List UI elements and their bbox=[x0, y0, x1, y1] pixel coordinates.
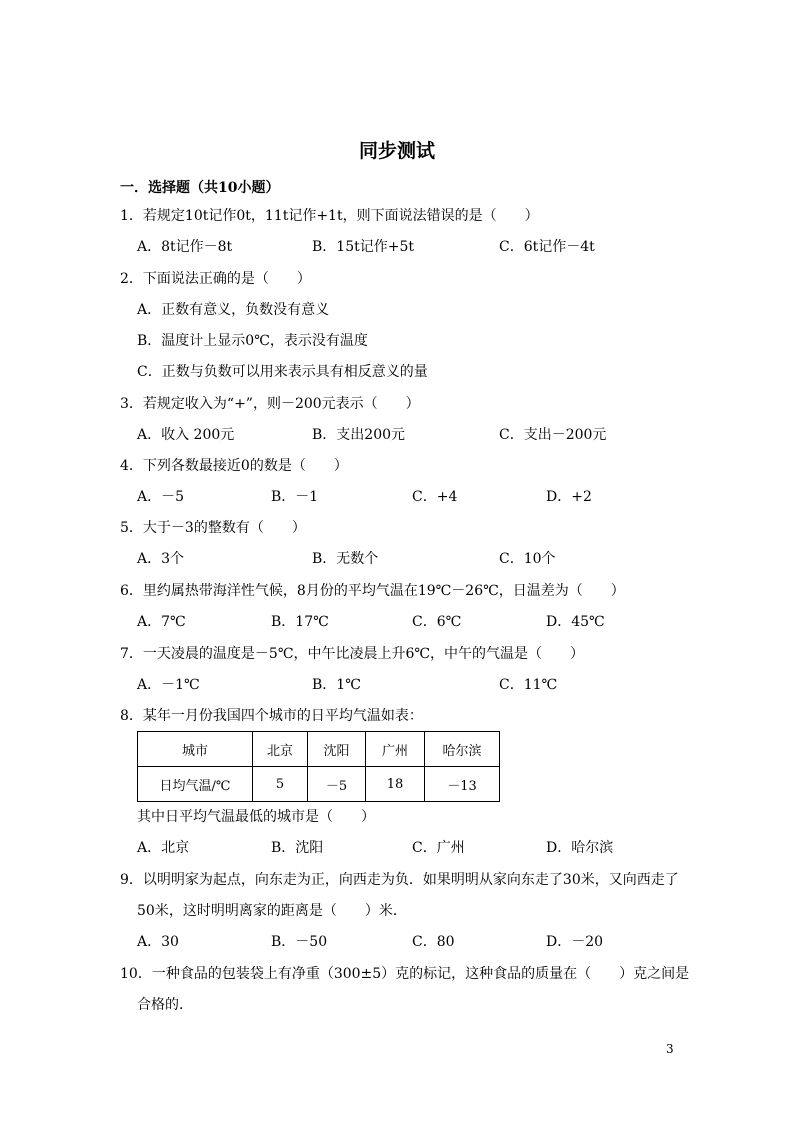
table-cell: 日均气温/℃ bbox=[138, 767, 253, 802]
temperature-table bbox=[137, 731, 500, 802]
q8-option-c: C．广州 bbox=[412, 840, 465, 856]
question-9: 9．以明明家为起点，向东走为正，向西走为负．如果明明从家向东走了30米，又向西走了 bbox=[120, 872, 679, 888]
q5-option-b: B．无数个 bbox=[312, 551, 379, 567]
table-row bbox=[138, 767, 500, 802]
q3-option-c: C．支出－200元 bbox=[499, 427, 607, 443]
table-cell: 城市 bbox=[138, 732, 253, 767]
section-heading: 一．选择题（共10小题） bbox=[120, 180, 280, 196]
q5-option-c: C．10个 bbox=[499, 551, 556, 567]
q3-option-a: A．收入 200元 bbox=[137, 427, 235, 443]
q8-followup: 其中日平均气温最低的城市是（ ） bbox=[137, 809, 375, 825]
q9-option-a: A．30 bbox=[137, 934, 179, 950]
q2-option-b: B．温度计上显示0℃，表示没有温度 bbox=[137, 333, 368, 349]
q6-option-d: D．45℃ bbox=[546, 614, 605, 630]
table-cell: 广州 bbox=[366, 732, 425, 767]
q6-option-b: B．17℃ bbox=[271, 614, 329, 630]
table-cell: 北京 bbox=[253, 732, 308, 767]
table-cell: －13 bbox=[425, 767, 500, 802]
q6-option-a: A．7℃ bbox=[137, 614, 186, 630]
table-cell: －5 bbox=[308, 767, 366, 802]
table-header-row bbox=[138, 732, 500, 767]
question-3: 3．若规定收入为“+”，则－200元表示（ ） bbox=[120, 396, 420, 412]
q3-option-b: B．支出200元 bbox=[312, 427, 406, 443]
page-title: 同步测试 bbox=[358, 140, 435, 162]
question-10-continued: 合格的． bbox=[137, 997, 193, 1013]
table-cell: 5 bbox=[253, 767, 308, 802]
q6-option-c: C．6℃ bbox=[412, 614, 462, 630]
q7-option-c: C．11℃ bbox=[499, 677, 558, 693]
q5-option-a: A．3个 bbox=[137, 551, 185, 567]
q7-option-b: B．1℃ bbox=[312, 677, 361, 693]
question-7: 7．一天凌晨的温度是－5℃，中午比凌晨上升6℃，中午的气温是（ ） bbox=[120, 646, 585, 662]
question-5: 5．大于－3的整数有（ ） bbox=[120, 520, 306, 536]
q9-option-b: B．－50 bbox=[271, 934, 328, 950]
table-cell: 沈阳 bbox=[308, 732, 366, 767]
q2-option-c: C．正数与负数可以用来表示具有相反意义的量 bbox=[137, 364, 428, 380]
q7-option-a: A．－1℃ bbox=[137, 677, 200, 693]
q4-option-d: D．+2 bbox=[546, 489, 592, 505]
q8-option-b: B．沈阳 bbox=[271, 840, 324, 856]
q8-option-a: A．北京 bbox=[137, 840, 190, 856]
q1-option-a: A．8t记作－8t bbox=[137, 239, 233, 255]
question-1: 1．若规定10t记作0t，11t记作+1t，则下面说法错误的是（ ） bbox=[120, 208, 539, 224]
q1-option-c: C．6t记作－4t bbox=[499, 239, 595, 255]
q4-option-a: A．－5 bbox=[137, 489, 185, 505]
table-cell: 哈尔滨 bbox=[425, 732, 500, 767]
question-2: 2．下面说法正确的是（ ） bbox=[120, 271, 311, 287]
q9-option-c: C．80 bbox=[412, 934, 455, 950]
q4-option-b: B．－1 bbox=[271, 489, 319, 505]
page-number: 3 bbox=[666, 1042, 674, 1056]
q2-option-a: A．正数有意义，负数没有意义 bbox=[137, 302, 330, 318]
q4-option-c: C．+4 bbox=[412, 489, 458, 505]
question-4: 4．下列各数最接近0的数是（ ） bbox=[120, 458, 348, 474]
q1-option-b: B．15t记作+5t bbox=[312, 239, 414, 255]
question-6: 6．里约属热带海洋性气候，8月份的平均气温在19℃－26℃，日温差为（ ） bbox=[120, 583, 625, 599]
question-9-continued: 50米，这时明明离家的距离是（ ）米． bbox=[137, 903, 407, 919]
question-10: 10．一种食品的包装袋上有净重（300±5）克的标记，这种食品的质量在（ ）克之间是 bbox=[120, 966, 690, 982]
q9-option-d: D．－20 bbox=[546, 934, 604, 950]
q8-option-d: D．哈尔滨 bbox=[546, 840, 614, 856]
table-cell: 18 bbox=[366, 767, 425, 802]
question-8: 8．某年一月份我国四个城市的日平均气温如表： bbox=[120, 708, 423, 724]
